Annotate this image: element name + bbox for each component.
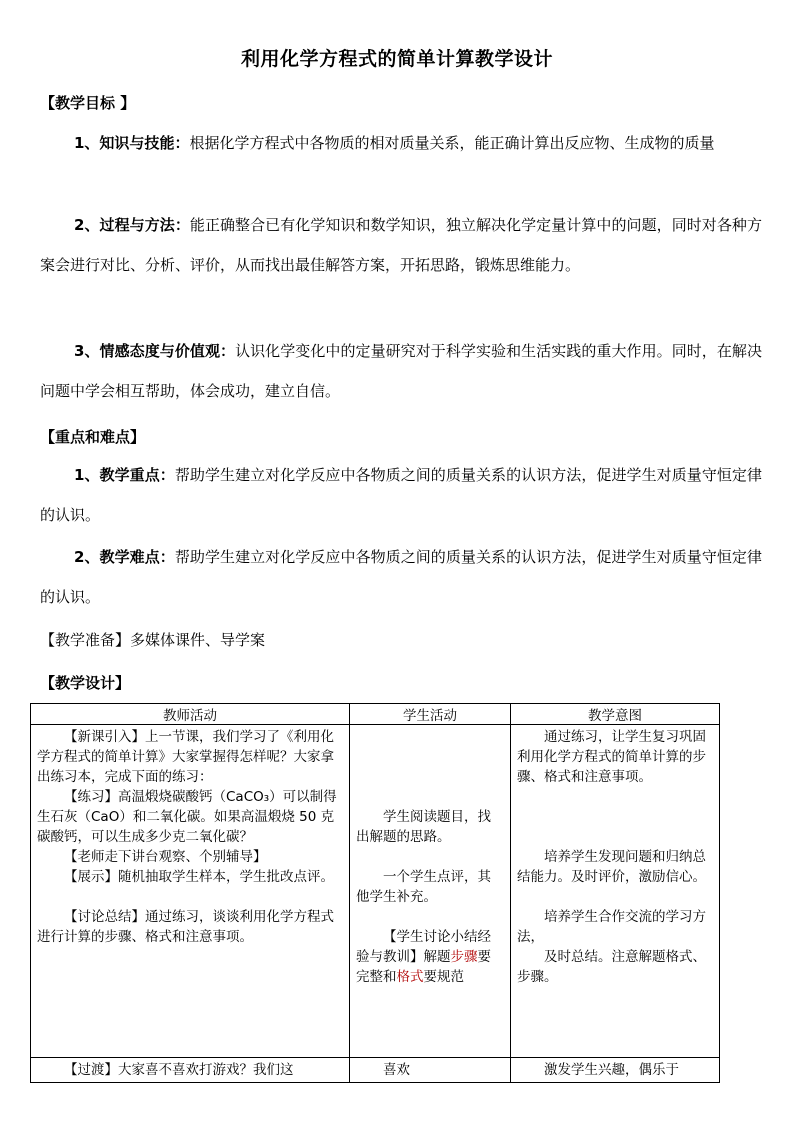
table-header-row	[31, 704, 720, 725]
objective-knowledge	[40, 123, 762, 163]
section-heading-key-points: 【重点和难点】	[40, 428, 146, 446]
section-preparation: 【教学准备】多媒体课件、导学案	[40, 631, 266, 649]
student-discuss-highlight: 格式	[396, 969, 424, 985]
teacher-exercise: 【练习】高温煅烧碳酸钙（CaCO₃）可以制得生石灰（CaO）和二氧化碳。如果高温煅烧 50 克碳酸钙，可以生成多少克二氧化碳？	[37, 789, 337, 845]
section-heading-objectives: 【教学目标 】	[40, 94, 136, 112]
table-row	[31, 725, 720, 1058]
objective-process	[40, 205, 762, 285]
document-title: 利用化学方程式的简单计算教学设计	[240, 48, 553, 70]
student-discuss-text: 要完整和	[356, 949, 491, 985]
objective-text: 根据化学方程式中各物质的相对质量关系，能正确计算出反应物、生成物的质量	[189, 134, 715, 152]
student-activity-cell	[350, 1058, 511, 1083]
student-discuss	[356, 927, 504, 987]
intent-interest: 激发学生兴趣，偶乐于	[544, 1062, 679, 1078]
section-heading-design: 【教学设计】	[40, 674, 131, 692]
column-header-intent: 教学意图	[511, 704, 720, 725]
teacher-summary: 【讨论总结】通过练习，谈谈利用化学方程式进行计算的步骤、格式和注意事项。	[37, 909, 334, 945]
student-discuss-text: 要规范	[423, 969, 464, 985]
objective-label: 1、知识与技能：	[74, 134, 190, 152]
intent-review: 通过练习，让学生复习巩固利用化学方程式的简单计算的步骤、格式和注意事项。	[517, 729, 706, 785]
key-point-label: 2、教学难点：	[74, 548, 175, 566]
teacher-showcase: 【展示】随机抽取学生样本，学生批改点评。	[64, 869, 334, 885]
intent-summary: 及时总结。注意解题格式、步骤。	[517, 949, 706, 985]
key-point-label: 1、教学重点：	[74, 466, 175, 484]
teaching-design-table	[30, 703, 720, 1083]
column-header-student: 学生活动	[350, 704, 511, 725]
objective-text: 认识化学变化中的定量研究对于科学实验和生活实践的重大作用。同时，在解决问题中学会相互帮助，体会成功，建立自信。	[40, 342, 762, 400]
student-discuss-highlight: 步骤	[450, 949, 478, 965]
teacher-activity-cell	[31, 725, 350, 1058]
objective-label: 3、情感态度与价值观：	[74, 342, 236, 360]
teacher-intro: 【新课引入】上一节课，我们学习了《利用化学方程式的简单计算》大家掌握得怎样呢？大家拿出练习本，完成下面的练习：	[37, 729, 334, 785]
teacher-activity-cell	[31, 1058, 350, 1083]
objective-attitude	[40, 331, 762, 411]
key-point-text: 帮助学生建立对化学反应中各物质之间的质量关系的认识方法，促进学生对质量守恒定律的认识。	[40, 466, 762, 524]
student-review: 一个学生点评，其他学生补充。	[356, 869, 491, 905]
student-response: 喜欢	[383, 1062, 410, 1078]
objective-label: 2、过程与方法：	[74, 216, 190, 234]
column-header-teacher: 教师活动	[31, 704, 350, 725]
teacher-transition: 【过渡】大家喜不喜欢打游戏？我们这	[64, 1062, 294, 1078]
key-point-text: 帮助学生建立对化学反应中各物质之间的质量关系的认识方法，促进学生对质量守恒定律的认识。	[40, 548, 762, 606]
teacher-guidance: 【老师走下讲台观察、个别辅导】	[64, 849, 267, 865]
objective-text: 能正确整合已有化学知识和数学知识，独立解决化学定量计算中的问题，同时对各种方案会进行对比、分析、评价，从而找出最佳解答方案，开拓思路，锻炼思维能力。	[40, 216, 762, 274]
key-point-difficulty	[40, 537, 762, 617]
student-read: 学生阅读题目，找出解题的思路。	[356, 809, 491, 845]
table-row	[31, 1058, 720, 1083]
intent-cooperation: 培养学生合作交流的学习方法，	[517, 909, 706, 945]
teaching-intent-cell	[511, 725, 720, 1058]
intent-problem-solving: 培养学生发现问题和归纳总结能力。及时评价，激励信心。	[517, 849, 706, 885]
teaching-intent-cell	[511, 1058, 720, 1083]
student-activity-cell	[350, 725, 511, 1058]
student-discuss-text: 【学生讨论小结经验与教训】解题	[356, 929, 491, 965]
key-point-focus	[40, 455, 762, 535]
